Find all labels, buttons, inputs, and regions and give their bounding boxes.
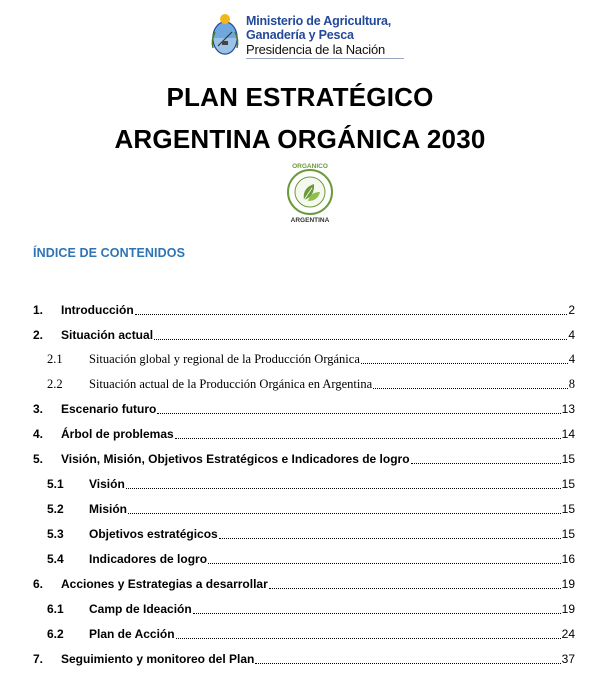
toc-entry-page: 13 — [561, 402, 575, 416]
toc-entry[interactable] — [33, 327, 575, 343]
toc-dot-leader — [128, 513, 561, 514]
ministry-name-line2: Ganadería y Pesca — [246, 28, 354, 42]
toc-entry-title: Árbol de problemas — [61, 427, 174, 441]
toc-entry-title: Visión — [89, 477, 125, 491]
toc-entry-page: 15 — [561, 502, 575, 516]
toc-entry-title: Camp de Ideación — [89, 602, 192, 616]
toc-entry[interactable] — [33, 351, 575, 367]
toc-entry-number: 6.2 — [47, 627, 64, 641]
toc-dot-leader — [219, 538, 561, 539]
toc-entry-page: 19 — [561, 602, 575, 616]
ministry-header — [210, 12, 410, 66]
toc-entry-number: 2. — [33, 328, 44, 342]
toc-entry-title: Objetivos estratégicos — [89, 527, 218, 541]
toc-entry-page: 2 — [568, 303, 575, 317]
toc-entry-page: 8 — [568, 377, 575, 391]
toc-dot-leader — [126, 488, 561, 489]
toc-dot-leader — [255, 663, 560, 664]
toc-entry[interactable] — [33, 376, 575, 392]
toc-entry-number: 5.3 — [47, 527, 64, 541]
toc-dot-leader — [135, 314, 568, 315]
toc-entry-title: Situación actual — [61, 328, 154, 342]
toc-entry-number: 4. — [33, 427, 44, 441]
organico-argentina-seal-icon — [282, 160, 338, 224]
toc-entry[interactable] — [33, 526, 575, 542]
toc-entry-page: 15 — [561, 477, 575, 491]
seal-bottom-text: ARGENTINA — [290, 217, 330, 224]
toc-entry-title: Situación actual de la Producción Orgánica en Argentina — [89, 377, 373, 391]
toc-entry[interactable] — [33, 576, 575, 592]
toc-entry[interactable] — [33, 501, 575, 517]
toc-entry-number: 7. — [33, 652, 44, 666]
toc-entry[interactable] — [33, 302, 575, 318]
toc-dot-leader — [373, 388, 568, 389]
document-title-line1: PLAN ESTRATÉGICO — [166, 82, 434, 112]
toc-entry[interactable] — [33, 601, 575, 617]
toc-entry[interactable] — [33, 476, 575, 492]
toc-dot-leader — [193, 613, 561, 614]
ministry-subtitle: Presidencia de la Nación — [246, 42, 386, 57]
argentina-coat-of-arms-icon — [210, 12, 240, 60]
toc-entry-page: 37 — [561, 652, 575, 666]
toc-entry-page: 14 — [561, 427, 575, 441]
toc-entry-number: 6.1 — [47, 602, 64, 616]
toc-entry-number: 2.2 — [47, 377, 63, 391]
toc-entry-page: 15 — [561, 452, 575, 466]
toc-entry-title: Introducción — [61, 303, 134, 317]
toc-entry[interactable] — [33, 626, 575, 642]
toc-dot-leader — [361, 363, 568, 364]
table-of-contents-heading: ÍNDICE DE CONTENIDOS — [33, 246, 186, 260]
toc-entry[interactable] — [33, 451, 575, 467]
toc-entry-page: 4 — [568, 328, 575, 342]
toc-entry-number: 5.4 — [47, 552, 64, 566]
toc-entry-title: Situación global y regional de la Producción Orgánica — [89, 352, 360, 366]
toc-entry-number: 1. — [33, 303, 44, 317]
toc-entry-page: 16 — [561, 552, 575, 566]
toc-dot-leader — [411, 463, 561, 464]
toc-dot-leader — [154, 339, 567, 340]
toc-entry-title: Acciones y Estrategias a desarrollar — [61, 577, 268, 591]
toc-entry-number: 5.2 — [47, 502, 64, 516]
toc-dot-leader — [157, 413, 560, 414]
toc-entry-page: 24 — [561, 627, 575, 641]
toc-entry-number: 2.1 — [47, 352, 63, 366]
toc-entry-number: 6. — [33, 577, 44, 591]
toc-entry-page: 15 — [561, 527, 575, 541]
header-divider — [246, 58, 404, 59]
toc-entry-number: 5. — [33, 452, 44, 466]
toc-entry[interactable] — [33, 426, 575, 442]
toc-entry-title: Escenario futuro — [61, 402, 157, 416]
toc-dot-leader — [269, 588, 561, 589]
toc-entry-title: Indicadores de logro — [89, 552, 208, 566]
seal-top-text: ORGANICO — [292, 163, 328, 170]
toc-dot-leader — [176, 638, 561, 639]
ministry-name-line1: Ministerio de Agricultura, — [246, 14, 392, 28]
document-title-line2: ARGENTINA ORGÁNICA 2030 — [114, 124, 486, 154]
toc-entry[interactable] — [33, 551, 575, 567]
toc-entry-title: Plan de Acción — [89, 627, 175, 641]
toc-dot-leader — [208, 563, 561, 564]
toc-entry-page: 19 — [561, 577, 575, 591]
toc-entry-title: Seguimiento y monitoreo del Plan — [61, 652, 255, 666]
toc-entry-title: Misión — [89, 502, 127, 516]
toc-entry-page: 4 — [568, 352, 575, 366]
toc-entry[interactable] — [33, 651, 575, 667]
toc-entry-number: 3. — [33, 402, 44, 416]
toc-entry-number: 5.1 — [47, 477, 64, 491]
toc-dot-leader — [175, 438, 561, 439]
toc-entry-title: Visión, Misión, Objetivos Estratégicos e Indicadores de logro — [61, 452, 410, 466]
toc-entry[interactable] — [33, 401, 575, 417]
